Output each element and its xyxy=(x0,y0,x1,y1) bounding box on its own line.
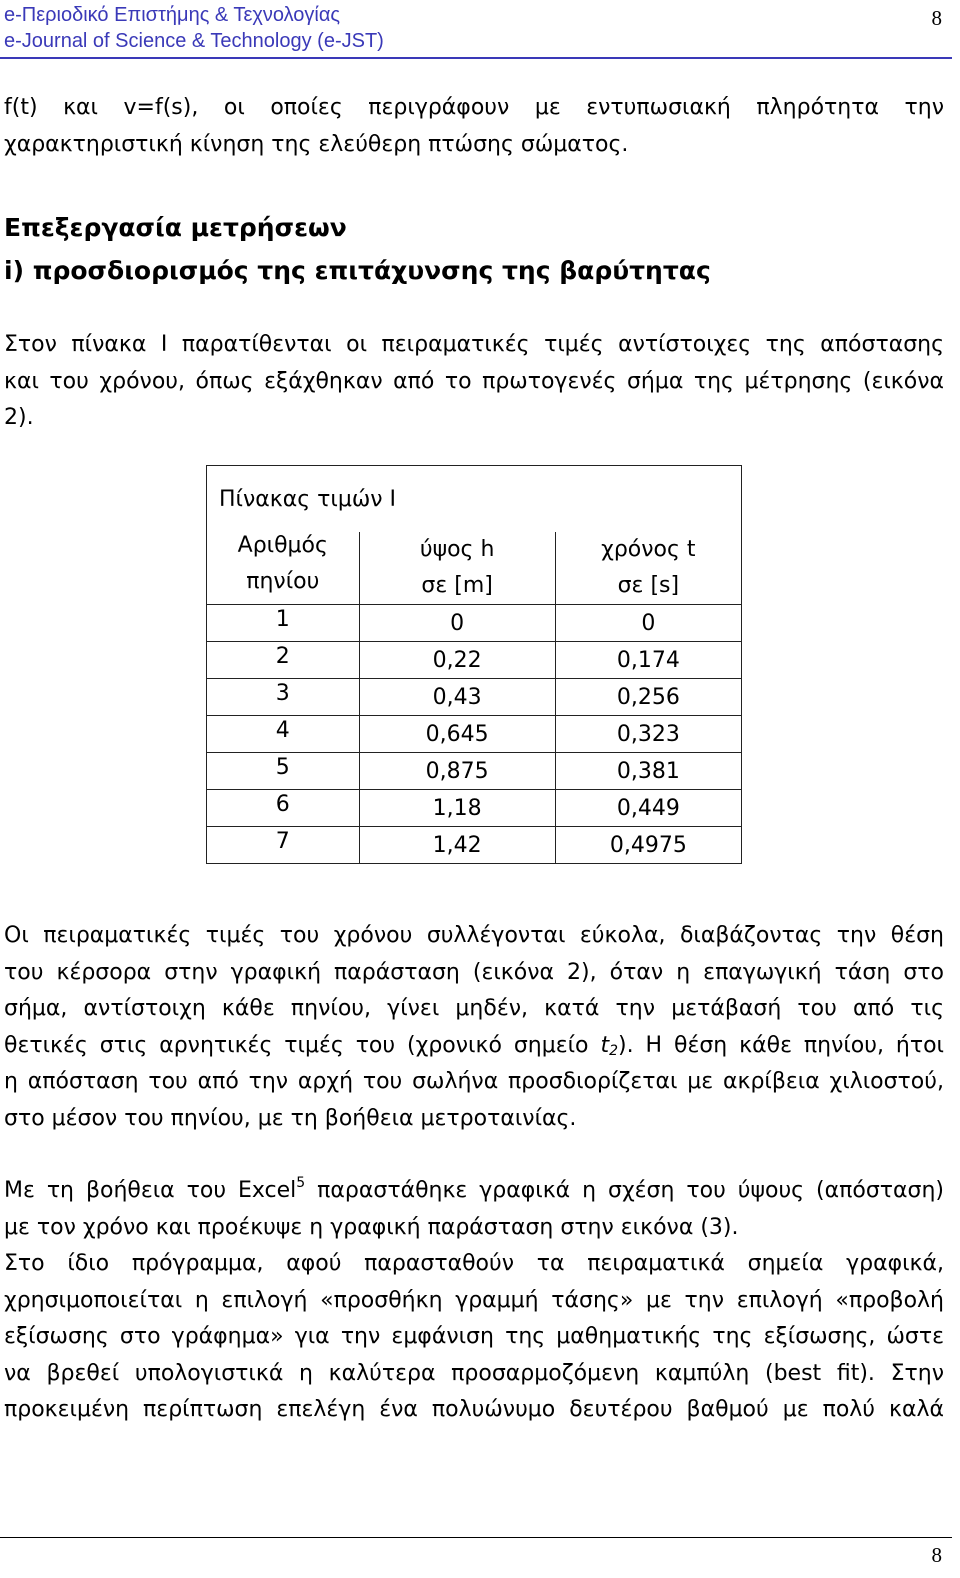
paragraph-line: η απόσταση του από την αρχή του σωλήνα προσδιορίζεται με ακρίβεια χιλιοστού, xyxy=(4,1069,944,1094)
header-time xyxy=(555,532,741,605)
paragraph-line: 2). xyxy=(4,405,34,430)
journal-title-english: e-Journal of Science & Technology (e-JST) xyxy=(4,30,384,52)
table-row xyxy=(207,716,742,753)
cell-height: 1,18 xyxy=(359,790,555,827)
cell-time: 0,4975 xyxy=(555,827,741,864)
header-line: πηνίου xyxy=(246,569,320,594)
paragraph-line: Στο ίδιο πρόγραμμα, αφού παρασταθούν τα πειραματικά σημεία γραφικά, xyxy=(4,1251,944,1276)
text-run: θετικές στις αρνητικές τιμές του (χρονικό σημείο xyxy=(4,1032,601,1058)
paragraph-line: στο μέσον του πηνίου, με τη βοήθεια μετροταινίας. xyxy=(4,1105,577,1131)
table-row xyxy=(207,753,742,790)
cell-height: 1,42 xyxy=(359,827,555,864)
cell-coil: 1 xyxy=(207,605,360,642)
cell-height: 0,875 xyxy=(359,753,555,790)
paragraph-time-values xyxy=(4,918,944,1137)
paragraph-line xyxy=(4,1173,944,1210)
time-point-symbol: $t_2$ xyxy=(600,1032,619,1059)
intro-line: f(t) και v=f(s), οι οποίες περιγράφουν με εντυπωσιακή πληρότητα την xyxy=(4,95,944,120)
paragraph-line: Στον πίνακα Ι παρατίθενται οι πειραματικές τιμές αντίστοιχες της απόστασης xyxy=(4,332,944,357)
header-line: ύψος h xyxy=(419,537,495,562)
values-table xyxy=(206,465,742,864)
header-divider xyxy=(0,57,952,59)
header-height xyxy=(359,532,555,605)
paragraph-line: προκειμένη περίπτωση επελέγη ένα πολυώνυμο δευτέρου βαθμού με πολύ καλά xyxy=(4,1397,944,1422)
cell-time: 0,174 xyxy=(555,642,741,679)
text-run: παραστάθηκε γραφικά η σχέση του ύψους (απόσταση) xyxy=(305,1178,944,1203)
cell-coil: 6 xyxy=(207,790,360,827)
cell-coil: 7 xyxy=(207,827,360,864)
header-line: Αριθμός xyxy=(237,533,328,558)
cell-height: 0 xyxy=(359,605,555,642)
footer-page-number: 8 xyxy=(931,1543,942,1567)
cell-height: 0,43 xyxy=(359,679,555,716)
paragraph-line: σήμα, αντίστοιχη κάθε πηνίου, γίνει μηδέν, κατά την μετάβασή του από τις xyxy=(4,996,944,1021)
cell-height: 0,645 xyxy=(359,716,555,753)
paragraph-line: Οι πειραματικές τιμές του χρόνου συλλέγονται εύκολα, διαβάζοντας την θέση xyxy=(4,923,944,948)
header-line: σε [s] xyxy=(617,573,680,598)
cell-height: 0,22 xyxy=(359,642,555,679)
section-title: Επεξεργασία μετρήσεων xyxy=(4,213,347,242)
paragraph-line: του κέρσορα στην γραφική παράσταση (εικόνα 2), όταν η επαγωγική τάση στο xyxy=(4,959,944,985)
cell-coil: 2 xyxy=(207,642,360,679)
header-line: σε [m] xyxy=(421,573,493,598)
cell-time: 0 xyxy=(555,605,741,642)
paragraph-line: και του χρόνου, όπως εξάχθηκαν από το πρωτογενές σήμα της μέτρησης (εικόνα xyxy=(4,368,944,394)
footnote-ref: 5 xyxy=(296,1175,306,1191)
table-row xyxy=(207,605,742,642)
intro-line: χαρακτηριστική κίνηση της ελεύθερη πτώσης σώματος. xyxy=(4,131,629,157)
paragraph-table-intro xyxy=(4,327,944,437)
section-subtitle: i) προσδιορισμός της επιτάχυνσης της βαρύτητας xyxy=(4,256,711,285)
footer-divider xyxy=(0,1537,952,1538)
paragraph-excel-fit xyxy=(4,1173,944,1429)
journal-title-greek: e-Περιοδικό Επιστήμης & Τεχνολογίας xyxy=(4,4,341,26)
text-run: ). Η θέση κάθε πηνίου, ήτοι xyxy=(618,1032,944,1058)
header-line: χρόνος t xyxy=(601,537,696,562)
cell-coil: 5 xyxy=(207,753,360,790)
header-coil-number xyxy=(207,532,360,605)
table-caption: Πίνακας τιμών Ι xyxy=(207,466,742,533)
paragraph-line: εξίσωσης στο γράφημα» για την εμφάνιση της μαθηματικής της εξίσωσης, ώστε xyxy=(4,1324,944,1349)
paragraph-line: να βρεθεί υπολογιστικά η καλύτερα προσαρμοζόμενη καμπύλη (best fit). Στην xyxy=(4,1360,944,1386)
table-row xyxy=(207,827,742,864)
table-row xyxy=(207,642,742,679)
cell-time: 0,323 xyxy=(555,716,741,753)
cell-time: 0,256 xyxy=(555,679,741,716)
text-run: Με τη βοήθεια του Excel xyxy=(4,1178,297,1203)
cell-coil: 3 xyxy=(207,679,360,716)
cell-coil: 4 xyxy=(207,716,360,753)
paragraph-line: χρησιμοποιείται η επιλογή «προσθήκη γραμμή τάσης» με την επιλογή «προβολή xyxy=(4,1287,944,1313)
paragraph-line xyxy=(4,1028,944,1065)
intro-paragraph xyxy=(4,90,944,163)
table-header-row xyxy=(207,532,742,605)
table-row xyxy=(207,790,742,827)
paragraph-line: με τον χρόνο και προέκυψε η γραφική παράσταση στην εικόνα (3). xyxy=(4,1214,739,1240)
header-page-number: 8 xyxy=(931,6,942,30)
cell-time: 0,381 xyxy=(555,753,741,790)
table-row xyxy=(207,679,742,716)
cell-time: 0,449 xyxy=(555,790,741,827)
